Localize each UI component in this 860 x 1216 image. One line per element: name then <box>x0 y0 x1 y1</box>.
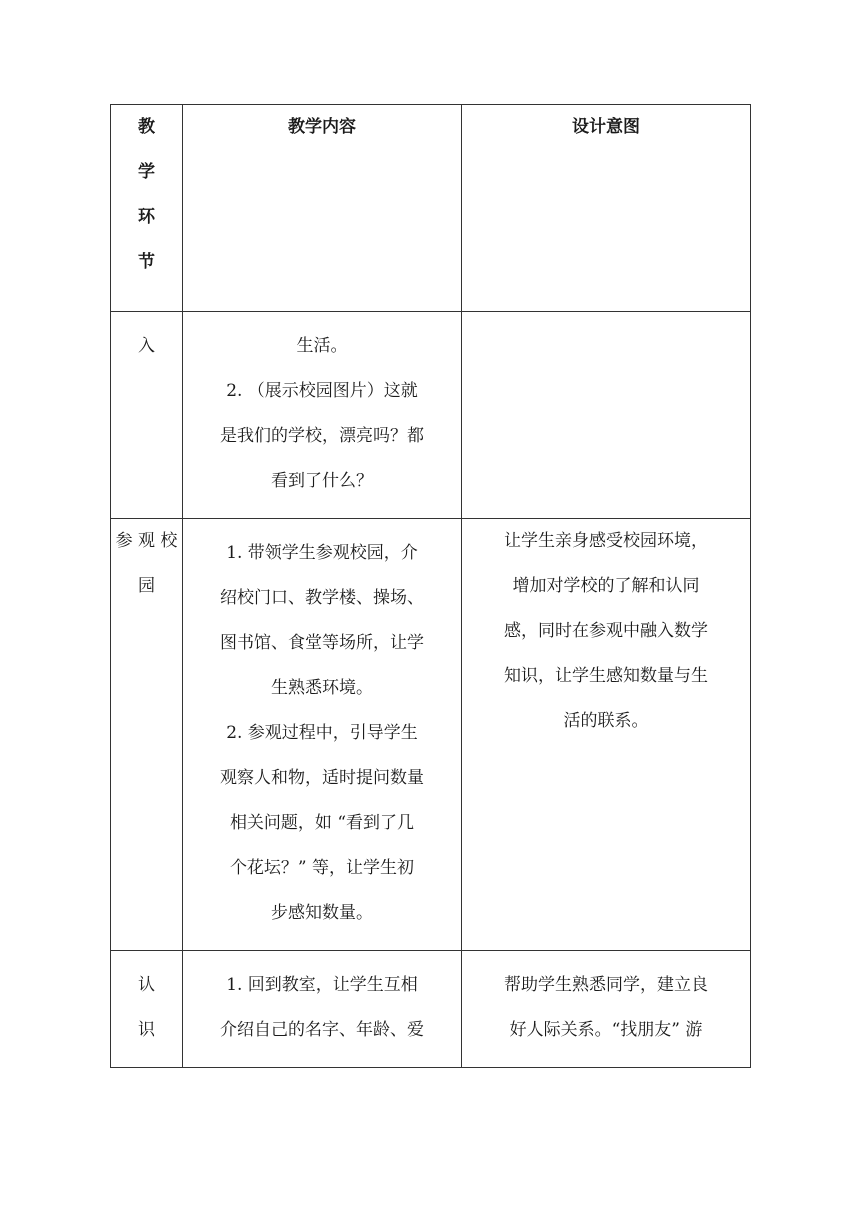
stage-cell <box>111 312 183 519</box>
lesson-plan-table <box>110 104 751 1068</box>
stage-char: 识 <box>138 1020 155 1040</box>
header-stage-cell <box>111 105 183 312</box>
table-row <box>111 951 751 1068</box>
stage-char: 校 <box>160 531 178 551</box>
header-content-cell <box>183 105 462 312</box>
table-header-row <box>111 105 751 312</box>
table-row <box>111 312 751 519</box>
stage-char: 参 <box>115 531 133 551</box>
stage-cell <box>111 519 183 951</box>
content-text: 1. 带领学生参观校园，介 绍校门口、教学楼、操场、 图书馆、食堂等场所，让学 生熟悉环境。 2. 参观过程中，引导学生 观察人和物，适时提问数量 相关问题，如 “看到了几 个花坛？” 等，让学生初 步感知数量。 <box>220 543 424 923</box>
header-intent-cell <box>462 105 751 312</box>
content-cell <box>183 312 462 519</box>
content-cell <box>183 951 462 1068</box>
header-content-label: 教学内容 <box>288 117 356 137</box>
stage-cell <box>111 951 183 1068</box>
content-text: 1. 回到教室，让学生互相 介绍自己的名字、年龄、爱 <box>220 975 424 1040</box>
stage-char: 入 <box>138 336 155 356</box>
header-stage-char: 教 <box>138 117 155 137</box>
intent-cell <box>462 519 751 951</box>
header-stage-char: 学 <box>138 162 155 182</box>
intent-cell <box>462 312 751 519</box>
header-intent-label: 设计意图 <box>572 117 640 137</box>
stage-char: 认 <box>138 975 155 995</box>
stage-char: 园 <box>138 576 155 596</box>
content-text: 生活。 2. （展示校园图片）这就 是我们的学校，漂亮吗？都 看到了什么？ <box>220 336 424 491</box>
header-stage-char: 节 <box>138 252 155 272</box>
stage-char: 观 <box>138 531 155 551</box>
content-cell <box>183 519 462 951</box>
table-row <box>111 519 751 951</box>
header-stage-char: 环 <box>138 207 155 227</box>
intent-text: 帮助学生熟悉同学，建立良 好人际关系。“找朋友” 游 <box>504 975 708 1040</box>
intent-cell <box>462 951 751 1068</box>
intent-text: 让学生亲身感受校园环境， 增加对学校的了解和认同 感，同时在参观中融入数学 知识，让学生感知数量与生 活的联系。 <box>504 531 708 731</box>
